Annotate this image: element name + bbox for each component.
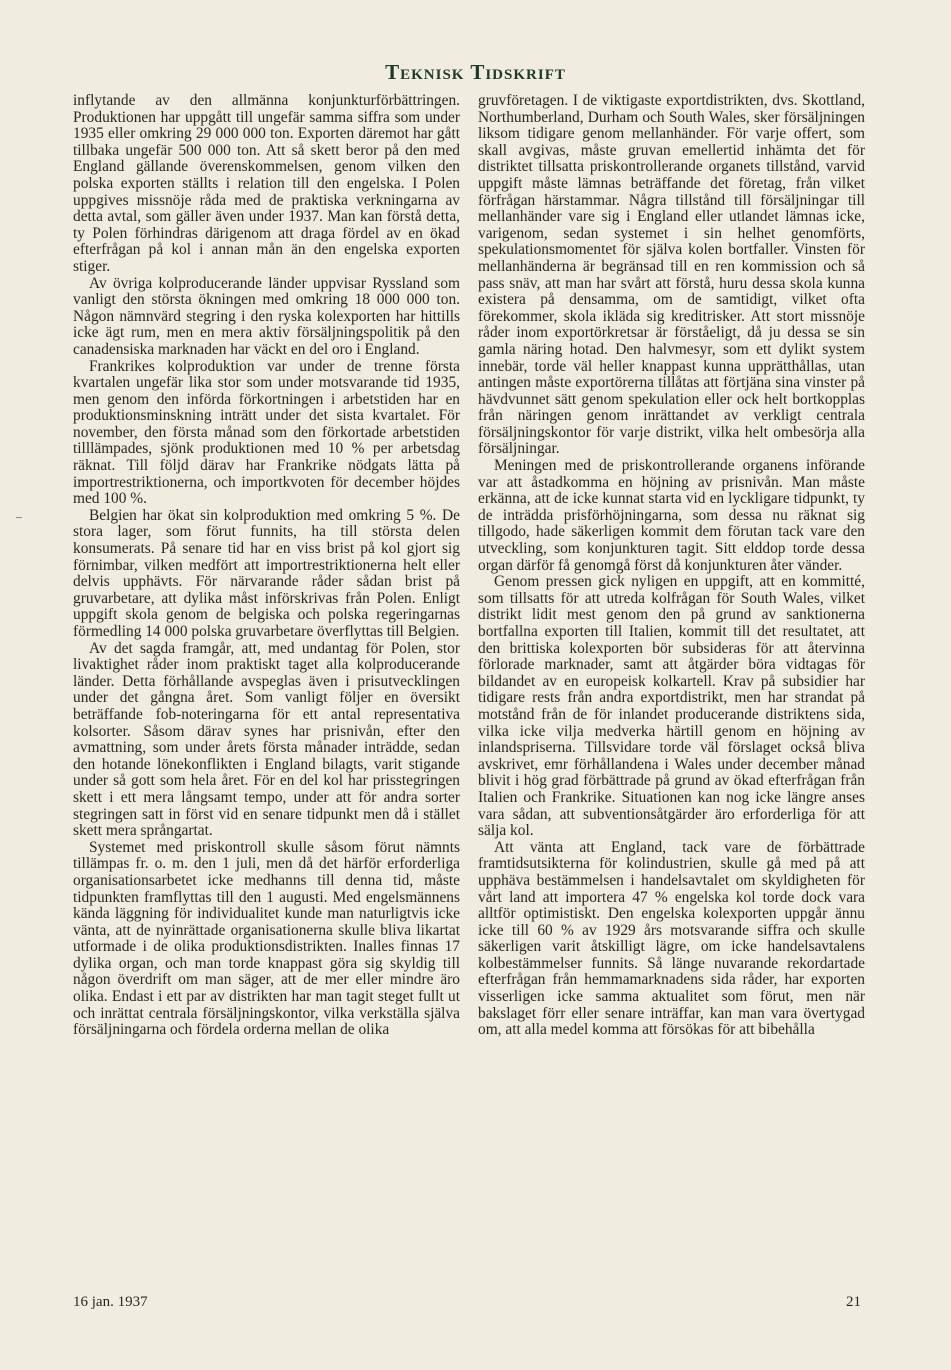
right-column	[478, 93, 865, 1288]
paragraph: Genom pressen gick nyligen en uppgift, att en kommitté, som tillsatts för att utreda kolfrågan för South Wales, vilket distrikt lidit mest genom den på grund av sanktionerna bortfallna exporten till Italien, kommit till det resultatet, att den brittiska kolexporten bör subsideras för att återvinna förlorade marknader, samt att åtgärder böra vidtagas för bildandet av en europeisk kolkartell. Krav på subsidier har tidigare rests från andra exportdistrikt, men har strandat på motstånd från de för inlandet producerande distriktens sida, vilka icke vilja medverka härtill genom en höjning av inlandspriserna. Tillsvidare torde väl förslaget också bliva avskrivet, emr förhållandena i Wales under december månad blivit i hög grad förbättrade på grund av ökad efterfrågan från Italien och Frankrike. Situationen kan nog icke längre anses vara sådan, att subventionsåtgärder äro erforderliga för att sälja kol.	[478, 573, 865, 840]
paragraph: Frankrikes kolproduktion var under de trenne första kvartalen ungefär lika stor som under motsvarande tid 1935, men genom den införda förkortningen i arbetstiden har en produktionsminskning inträtt under det sista kvartalet. För november, den första månad som den förkortade arbetstiden tilllämpades, sjönk produktionen med 10 % per arbetsdag räknat. Till följd därav har Frankrike nödgats lätta på importrestriktionerna, och importkvoten för december höjdes med 100 %.	[73, 357, 460, 508]
paragraph: Att vänta att England, tack vare de förbättrade framtidsutsikterna för kolindustrien, skulle gå med på att upphäva bestämmelsen i handelsavtalet om skyldigheten för vårt land att importera 47 % engelska kol torde dock vara alltför optimistiskt. Den engelska kolexporten uppgår ännu icke till 60 % av 1929 års motsvarande siffra och skulle säkerligen varit åtskilligt lägre, om icke handelsavtalens kolbestämmelser funnits. Så länge nuvarande rekordartade efterfrågan från hemmamarknadens sida råder, har exporten visserligen icke samma aktualitet som förut, men när bakslaget förr eller senare inträffar, kan man vara övertygad om, att alla medel komma att försökas för att bibehålla	[478, 838, 865, 1039]
paragraph: Belgien har ökat sin kolproduktion med omkring 5 %. De stora lager, som förut funnits, ha till största delen konsumerats. På senare tid har en viss brist på kol gjort sig förnimbar, vilken medfört att importrestriktionerna helt eller delvis upphävts. För närvarande råder sådan brist på gruvarbetare, att dylika måst införskrivas från Polen. Enligt uppgift skola genom de belgiska och polska regeringarnas förmedling 14 000 polska gruvarbetare överflyttas till Belgien.	[73, 506, 460, 640]
left-column	[73, 93, 460, 1288]
masthead-title: Teknisk Tidskrift	[385, 60, 566, 84]
footer-date: 16 jan. 1937	[73, 1294, 148, 1310]
paragraph: Av övriga kolproducerande länder uppvisar Ryssland som vanligt den största ökningen med omkring 18 000 000 ton. Någon nämnvärd stegring i den ryska kolexporten har hittills icke ägt rum, men en mera aktiv försäljningspolitik på den canadensiska marknaden har väckt en del oro i England.	[73, 274, 460, 358]
paragraph: Av det sagda framgår, att, med undantag för Polen, stor livaktighet råder inom praktiskt taget alla kolproducerande länder. Detta förhållande avspeglas även i prisutvecklingen under det gångna året. Som vanligt följer en översikt beträffande fob-noteringarna för ett antal representativa kolsorter. Såsom därav synes har prisnivån, efter den avmattning, som under årets första månader inträdde, sedan den hotande lönekonflikten i England bilagts, varit stigande under så gott som hela året. För en del kol har prisstegringen skett i ett mera långsamt tempo, under att för andra sorter stegringen satt in först vid en senare tidpunkt men då i stället skett mera språngartat.	[73, 639, 460, 840]
paragraph: Meningen med de priskontrollerande organens införande var att åstadkomma en höjning av prisnivån. Man måste erkänna, att de icke kunnat starta vid en lyckligare tidpunkt, ty de inträdda prisförhöjningarna, som dessa nu räknat sig tillgodo, hade säkerligen kommit dem förutan tack vare den utveckling, som konjunkturen tagit. Sitt elddop torde dessa organ därför få genomgå först då konjunkturen åter vänder.	[478, 457, 865, 574]
margin-tick-mark	[16, 517, 22, 518]
paragraph: gruvföretagen. I de viktigaste exportdistrikten, dvs. Skottland, Northumberland, Durham och South Wales, sker försäljningen liksom tidigare genom mellanhänder. För varje offert, som skall avgivas, måste gruvan emellertid inhämta det för distriktet tillsatta priskontrollerande organets tillstånd, varvid uppgift måste lämnas beträffande det företag, från vilket förfrågan härstammar. Några tillstånd till försäljningar till mellanhänder vare sig i England eller utlandet lämnas icke, varigenom, sedan systemet i sin helhet genomförts, spekulationsmomentet för själva kolen bortfaller. Vinsten för mellanhänderna är begränsad till en ren kommission och så pass snäv, att man har svårt att förstå, huru dessa skola kunna existera på densamma, om de samtidigt, vilket ofta förekommer, skola ikläda sig kreditrisker. Att stort missnöje råder inom exportörkretsar är förståeligt, då ju dessa se sin gamla näring hotad. Den halvmesyr, som ett dylikt system innebär, torde väl heller knappast kunna upprätthållas, utan antingen måste exportörerna tillåtas att förtjäna sina vinster på hävdvunnet sätt genom spekulation eller ock helt bortkopplas från näringen genom inrättandet av verkligt centrala försäljningskontor för varje distrikt, vilka helt ombesörja alla försäljningar.	[478, 93, 865, 458]
paragraph: Systemet med priskontroll skulle såsom förut nämnts tillämpas fr. o. m. den 1 juli, men då det härför erforderliga organisationsarbetet icke medhanns till denna tid, måste tidpunkten framflyttas till den 1 augusti. Med engelsmännens kända läggning för individualitet kunde man naturligtvis icke vänta, att de nyinrättade organisationerna skulle bliva likartat utformade i de olika produktionsdistrikten. Inalles finnas 17 dylika organ, och man torde knappast göra sig skyldig till någon överdrift om man säger, att de mer eller mindre äro olika. Endast i ett par av distrikten har man tagit steget fullt ut och inrättat centrala försäljningskontor, vilka verkställa själva försäljningarna och fördela orderna mellan de olika	[73, 838, 460, 1039]
page-number: 21	[846, 1294, 861, 1310]
paragraph: inflytande av den allmänna konjunkturförbättringen. Produktionen har uppgått till ungefär samma siffra som under 1935 eller omkring 29 000 000 ton. Exporten däremot har gått tillbaka ungefär 500 000 ton. Att så skett beror på den med England gällande överenskommelsen, genom vilken den polska exporten ställts i relation till den engelska. I Polen uppgives missnöje råda med de praktiska verkningarna av detta avtal, som gäller även under 1937. Man kan förstå detta, ty Polen förhindras därigenom att draga fördel av en ökad efterfrågan på kol i annan mån än den engelska exporten stiger.	[73, 93, 460, 275]
